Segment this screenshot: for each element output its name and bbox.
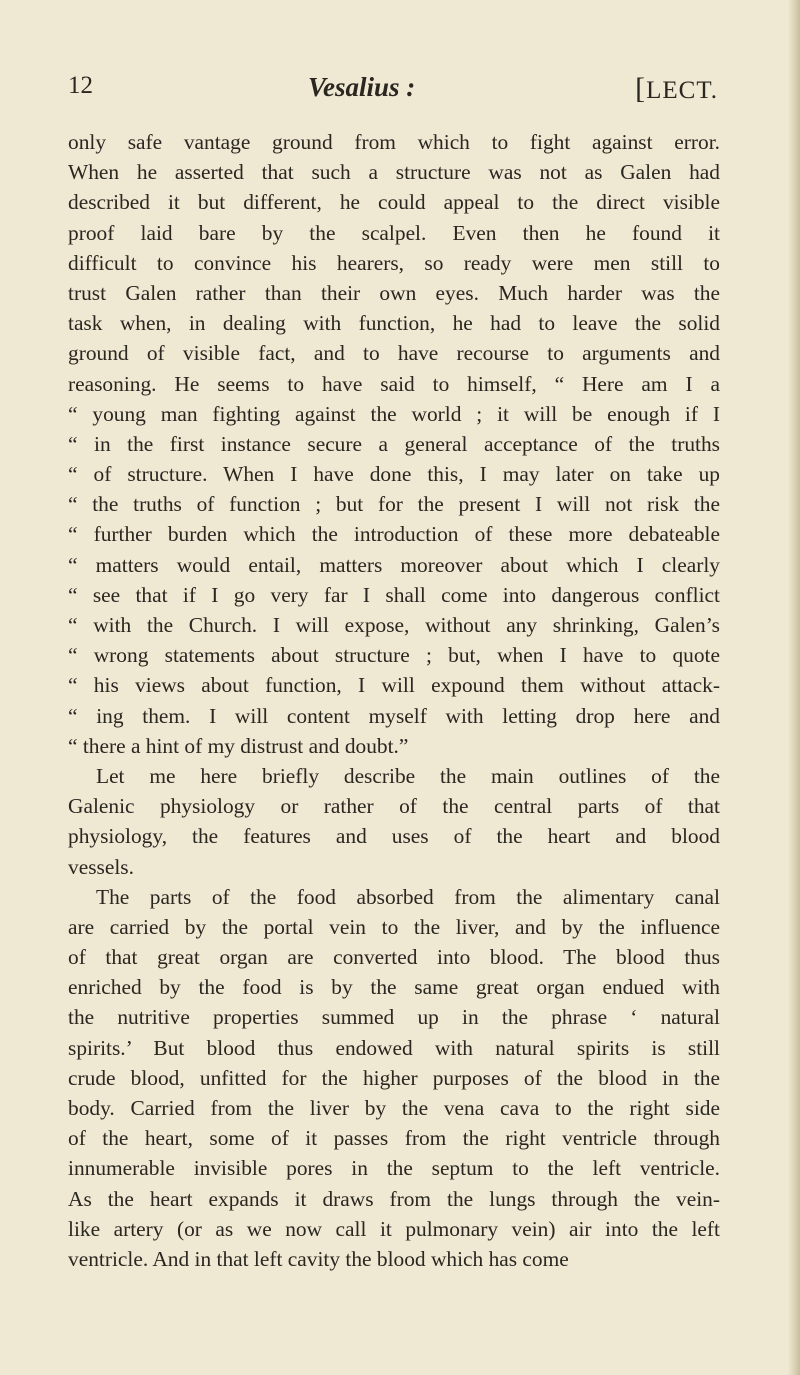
text-line: enriched by the food is by the same great organ endued with [68,975,720,1000]
running-header [68,72,718,112]
text-line: When he asserted that such a structure was not as Galen had [68,160,720,185]
text-line: As the heart expands it draws from the lungs through the vein- [68,1186,720,1211]
text-line: ground of visible fact, and to have recourse to arguments and [68,341,720,366]
text-line: “ his views about function, I will expound them without attack- [68,673,720,698]
text-line: spirits.’ But blood thus endowed with natural spirits is still [68,1035,720,1060]
text-line: innumerable invisible pores in the septum to the left ventricle. [68,1156,720,1181]
text-line: Let me here briefly describe the main outlines of the [96,763,720,788]
text-line: “ further burden which the introduction of these more debateable [68,522,720,547]
text-line: crude blood, unfitted for the higher purposes of the blood in the [68,1065,720,1090]
text-line: “ the truths of function ; but for the present I will not risk the [68,492,720,517]
text-line: reasoning. He seems to have said to himself, “ Here am I a [68,371,720,396]
text-line: “ with the Church. I will expose, without any shrinking, Galen’s [68,613,720,637]
text-line: described it but different, he could appeal to the direct visible [68,190,720,215]
text-line: “ there a hint of my distrust and doubt.” [68,733,409,758]
text-line: “ young man fighting against the world ; it will be enough if I [68,401,720,426]
lecture-label: [LECT. [635,72,718,105]
text-line: proof laid bare by the scalpel. Even then he found it [68,220,720,245]
text-line: “ ing them. I will content myself with letting drop here and [68,703,720,728]
text-line: physiology, the features and uses of the heart and blood [68,824,720,849]
text-line: “ matters would entail, matters moreover about which I clearly [68,552,720,577]
lecture-label-text: LECT. [646,77,718,104]
text-line: “ wrong statements about structure ; but, when I have to quote [68,643,720,668]
page-number: 12 [68,72,93,99]
text-line: like artery (or as we now call it pulmonary vein) air into the left [68,1216,720,1241]
body-text [68,127,720,1274]
text-line: trust Galen rather than their own eyes. Much harder was the [68,280,720,305]
text-line: The parts of the food absorbed from the alimentary canal [96,884,720,909]
text-line: “ of structure. When I have done this, I may later on take up [68,462,720,487]
running-title: Vesalius : [308,72,416,102]
text-line: task when, in dealing with function, he had to leave the solid [68,311,720,336]
text-line: the nutritive properties summed up in the phrase ‘ natural [68,1005,720,1030]
text-line: of the heart, some of it passes from the right ventricle through [68,1126,720,1151]
text-line: difficult to convince his hearers, so ready were men still to [68,250,720,275]
text-line: “ see that if I go very far I shall come into dangerous conflict [68,582,720,607]
text-line: Galenic physiology or rather of the central parts of that [68,794,720,819]
text-line: “ in the first instance secure a general acceptance of the truths [68,431,720,456]
text-line: are carried by the portal vein to the liver, and by the influence [68,914,720,939]
text-line: only safe vantage ground from which to fight against error. [68,130,720,154]
text-line: vessels. [68,854,134,879]
text-line: ventricle. And in that left cavity the blood which has come [68,1246,569,1271]
text-line: of that great organ are converted into blood. The blood thus [68,945,720,970]
text-line: body. Carried from the liver by the vena cava to the right side [68,1096,720,1120]
page-edge [788,0,800,1375]
